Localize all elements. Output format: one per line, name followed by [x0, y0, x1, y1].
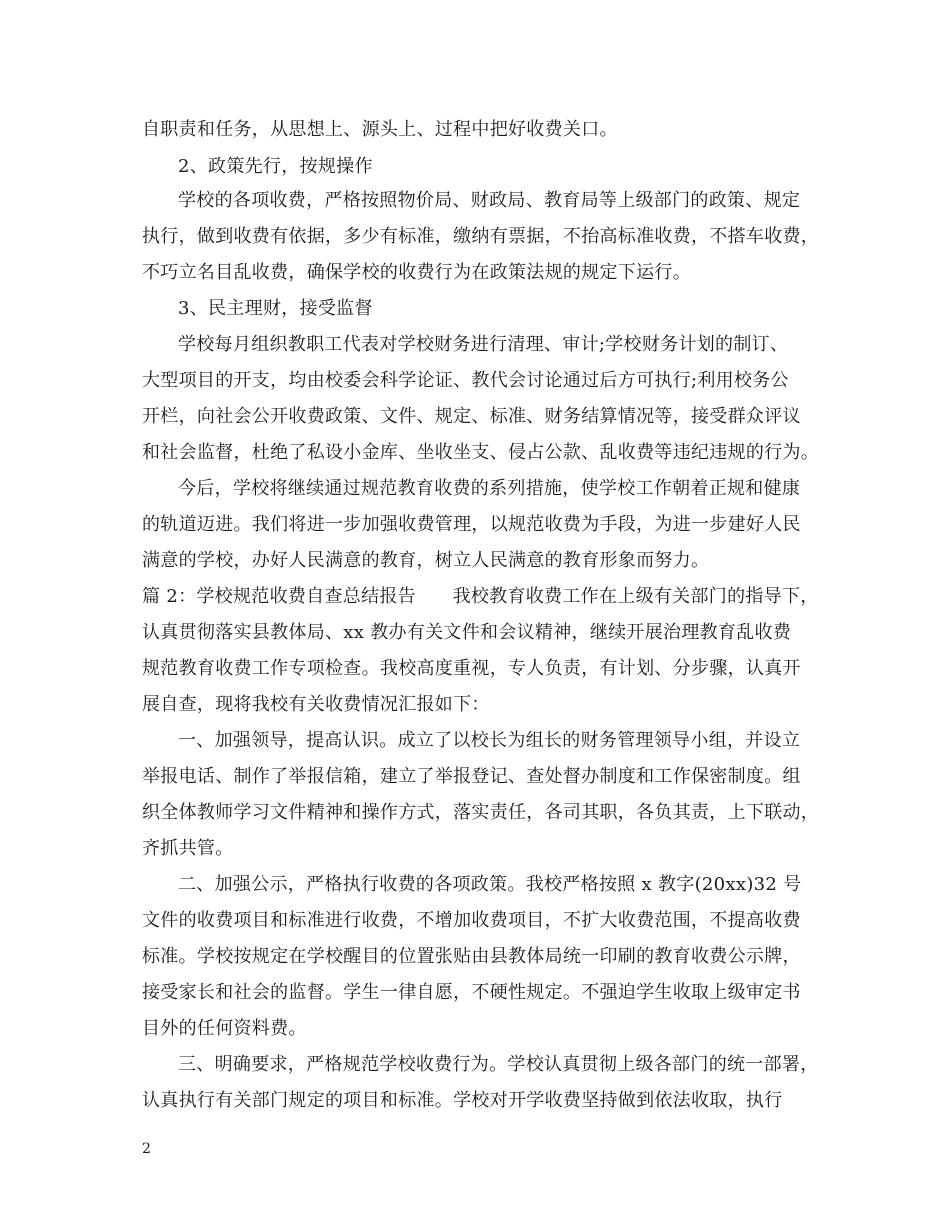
text-line: 文件的收费项目和标准进行收费，不增加收费项目，不扩大收费范围，不提高收费 [142, 910, 801, 931]
text-line: 开栏，向社会公开收费政策、文件、规定、标准、财务结算情况等，接受群众评议 [142, 406, 801, 427]
text-line: 满意的学校，办好人民满意的教育，树立人民满意的教育形象而努力。 [142, 550, 710, 571]
text-line: 展自查，现将我校有关收费情况汇报如下： [142, 694, 490, 715]
page-number: 2 [142, 1141, 151, 1157]
text-line: 学校的各项收费，严格按照物价局、财政局、教育局等上级部门的政策、规定 [178, 190, 801, 211]
text-line: 齐抓共管。 [142, 838, 234, 859]
text-line: 学校每月组织教职工代表对学校财务进行清理、审计;学校财务计划的制订、 [178, 334, 789, 355]
article-heading-line: 篇 2：学校规范收费自查总结报告 我校教育收费工作在上级有关部门的指导下， [142, 586, 819, 607]
text-line: 二、加强公示，严格执行收费的各项政策。我校严格按照 x 教字(20xx)32 号 [178, 874, 802, 895]
text-line: 自职责和任务，从思想上、源头上、过程中把好收费关口。 [142, 119, 618, 140]
text-line: 认真执行有关部门规定的项目和标准。学校对开学收费坚持做到依法收取，执行 [142, 1090, 783, 1111]
text-line: 规范教育收费工作专项检查。我校高度重视，专人负责，有计划、分步骤，认真开 [142, 658, 801, 679]
text-line: 不巧立名目乱收费，确保学校的收费行为在政策法规的规定下运行。 [142, 262, 691, 283]
section-heading: 3、民主理财，接受监督 [178, 298, 373, 319]
section-heading: 2、政策先行，按规操作 [178, 156, 373, 177]
text-line: 大型项目的开支，均由校委会科学论证、教代会讨论通过后方可执行;利用校务公 [142, 370, 789, 391]
text-line: 举报电话、制作了举报信箱，建立了举报登记、查处督办制度和工作保密制度。组 [142, 766, 801, 787]
text-line: 标准。学校按规定在学校醒目的位置张贴由县教体局统一印刷的教育收费公示牌， [142, 946, 801, 967]
text-line: 执行，做到收费有依据，多少有标准，缴纳有票据，不抬高标准收费，不搭车收费， [142, 226, 820, 247]
text-line: 接受家长和社会的监督。学生一律自愿，不硬性规定。不强迫学生收取上级审定书 [142, 982, 801, 1003]
text-line: 目外的任何资料费。 [142, 1018, 307, 1039]
text-line: 的轨道迈进。我们将进一步加强收费管理，以规范收费为手段，为进一步建好人民 [142, 514, 801, 535]
text-line: 今后，学校将继续通过规范教育收费的系列措施，使学校工作朝着正规和健康 [178, 478, 801, 499]
text-line: 认真贯彻落实县教体局、xx 教办有关文件和会议精神，继续开展治理教育乱收费 [142, 622, 792, 643]
text-line: 三、明确要求，严格规范学校收费行为。学校认真贯彻上级各部门的统一部署， [178, 1054, 819, 1075]
text-line: 和社会监督，杜绝了私设小金库、坐收坐支、侵占公款、乱收费等违纪违规的行为。 [142, 442, 820, 463]
text-line: 织全体教师学习文件精神和操作方式，落实责任，各司其职，各负其责，上下联动， [142, 802, 820, 823]
text-line: 一、加强领导，提高认识。成立了以校长为组长的财务管理领导小组，并设立 [178, 730, 801, 751]
